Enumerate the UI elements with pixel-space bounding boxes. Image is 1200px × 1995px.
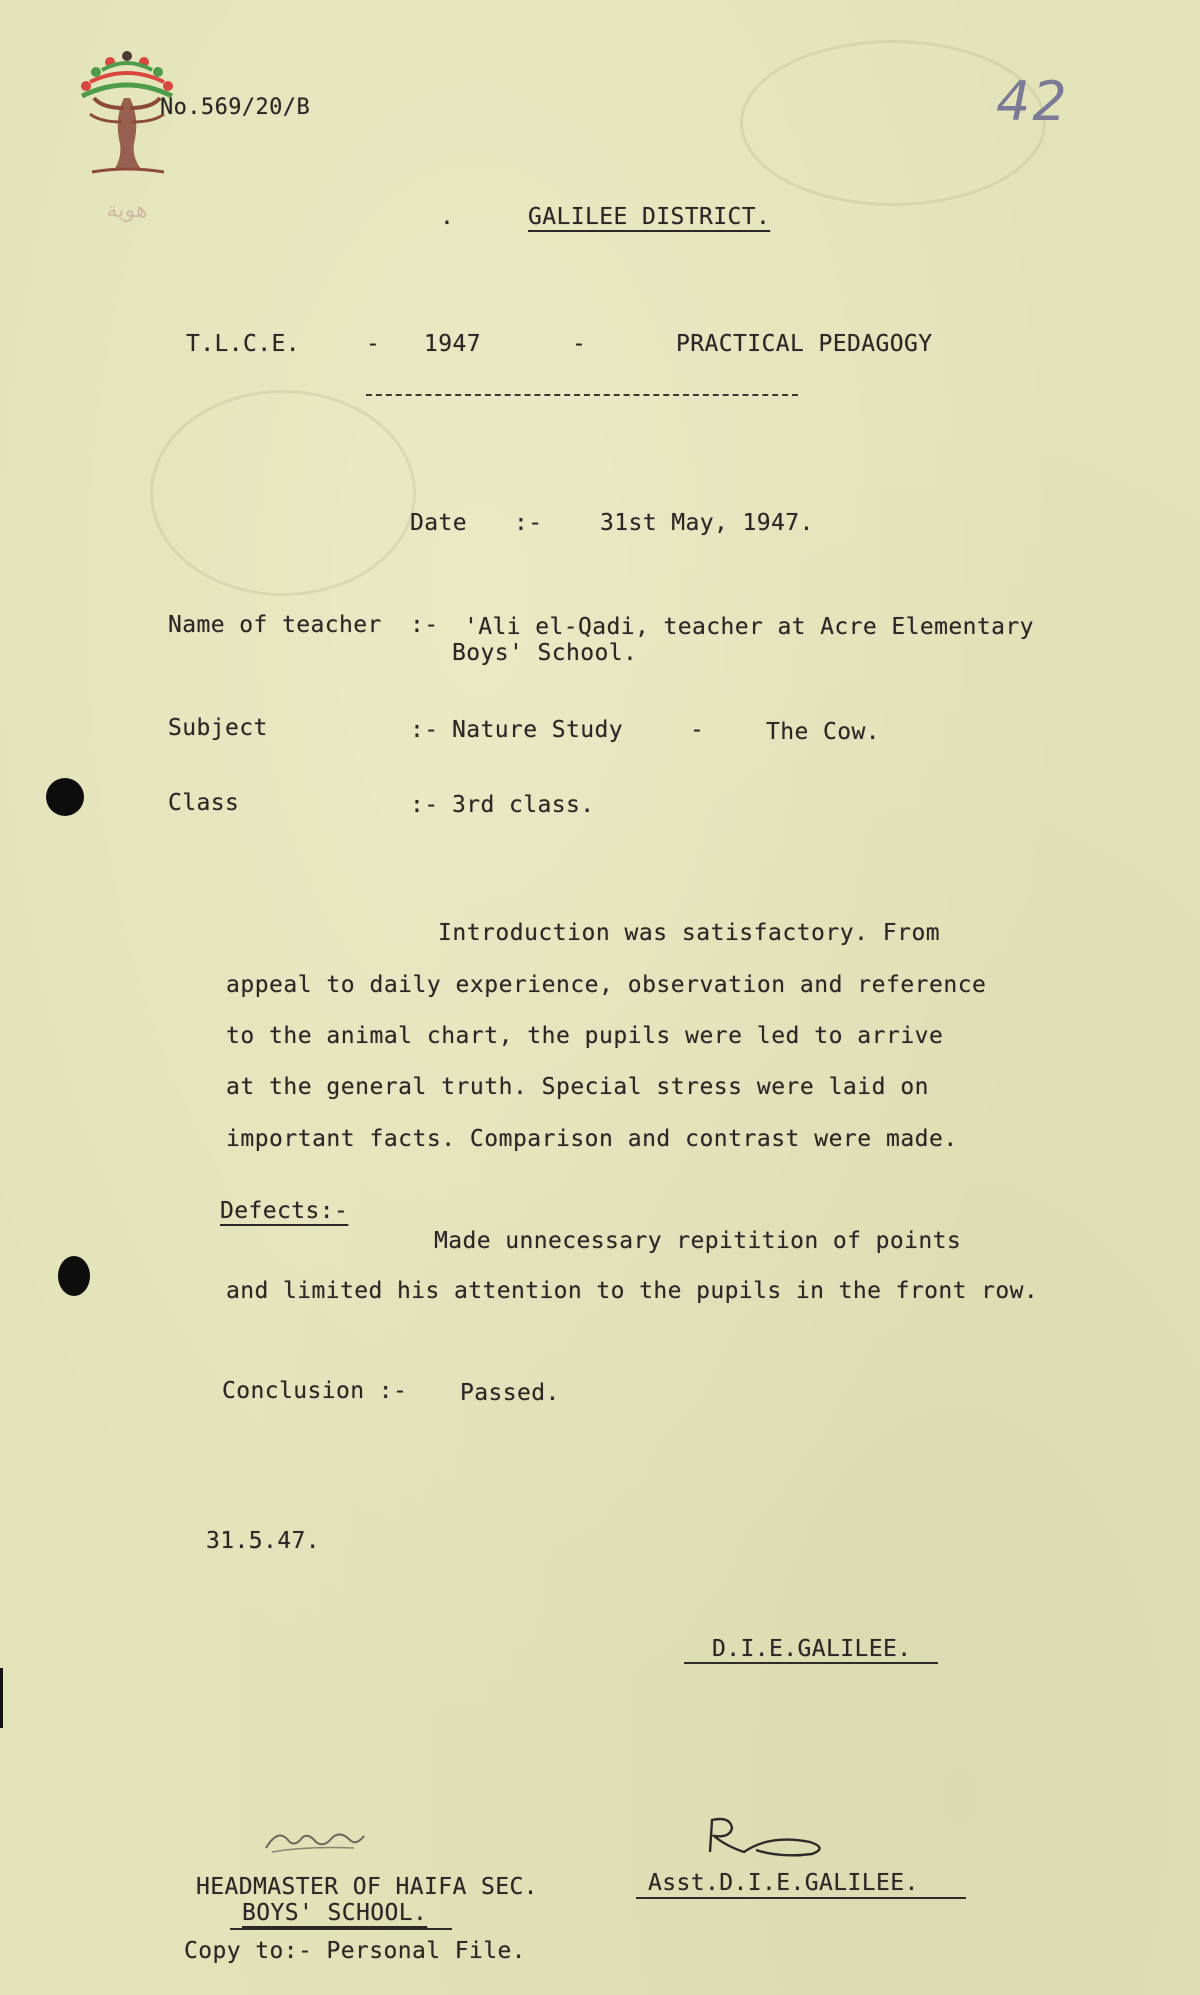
copy-to: Copy to:- Personal File. bbox=[184, 1938, 526, 1964]
reference-number: No.569/20/B bbox=[160, 95, 311, 120]
exam-year: 1947 bbox=[424, 331, 481, 357]
date-label: Date bbox=[410, 510, 467, 536]
subject-value: Nature Study bbox=[452, 717, 623, 743]
class-separator: :- bbox=[410, 792, 439, 818]
recipient-line: HEADMASTER OF HAIFA SEC. bbox=[196, 1874, 538, 1900]
defects-line: Made unnecessary repitition of points bbox=[434, 1228, 962, 1254]
district-heading: GALILEE DISTRICT. bbox=[528, 204, 771, 230]
punch-hole bbox=[58, 1256, 90, 1296]
edge-mark bbox=[0, 1668, 3, 1728]
defects-line: and limited his attention to the pupils in the front row. bbox=[226, 1278, 1039, 1304]
exam-name: T.L.C.E. bbox=[186, 331, 300, 357]
bullet-dot: . bbox=[440, 204, 455, 230]
archive-logo bbox=[72, 48, 182, 223]
class-label: Class bbox=[168, 790, 240, 816]
report-line: important facts. Comparison and contrast were made. bbox=[226, 1126, 958, 1152]
handwritten-signature bbox=[700, 1812, 850, 1862]
page-mark: 42 bbox=[996, 70, 1069, 133]
conclusion-value: Passed. bbox=[460, 1380, 560, 1406]
signature-line bbox=[684, 1662, 938, 1664]
exam-dash: - bbox=[366, 331, 381, 357]
report-line: at the general truth. Special stress were laid on bbox=[226, 1074, 930, 1100]
subject-topic: The Cow. bbox=[766, 719, 880, 745]
logo-arabic-text: هوية bbox=[106, 198, 148, 223]
dashed-rule bbox=[366, 394, 798, 396]
report-line: Introduction was satisfactory. From bbox=[438, 920, 941, 946]
punch-hole bbox=[46, 778, 84, 816]
assistant-signatory: Asst.D.I.E.GALILEE. bbox=[648, 1870, 919, 1896]
class-value: 3rd class. bbox=[452, 792, 595, 818]
teacher-value-continued: Boys' School. bbox=[452, 640, 638, 666]
teacher-value: 'Ali el-Qadi, teacher at Acre Elementary bbox=[464, 614, 1034, 640]
tree-logo-icon bbox=[72, 48, 182, 198]
signatory-main: D.I.E.GALILEE. bbox=[712, 1636, 912, 1662]
subject-dash: - bbox=[690, 717, 705, 743]
date-value: 31st May, 1947. bbox=[600, 510, 814, 536]
exam-dash: - bbox=[572, 331, 587, 357]
subject-label: Subject bbox=[168, 715, 268, 741]
report-line: appeal to daily experience, observation and reference bbox=[226, 972, 987, 998]
recipient-line: BOYS' SCHOOL. bbox=[242, 1900, 428, 1926]
exam-subject-area: PRACTICAL PEDAGOGY bbox=[676, 331, 933, 357]
report-line: to the animal chart, the pupils were led to arrive bbox=[226, 1023, 944, 1049]
teacher-separator: :- bbox=[410, 612, 439, 638]
faint-stamp bbox=[150, 390, 416, 596]
signed-date: 31.5.47. bbox=[206, 1528, 320, 1554]
conclusion-label: Conclusion :- bbox=[222, 1378, 408, 1404]
signature-line bbox=[230, 1928, 452, 1930]
defects-heading: Defects:- bbox=[220, 1198, 349, 1224]
teacher-label: Name of teacher bbox=[168, 612, 382, 638]
date-separator: :- bbox=[514, 510, 543, 536]
handwritten-initials bbox=[258, 1818, 378, 1858]
subject-separator: :- bbox=[410, 717, 439, 743]
signature-line bbox=[636, 1897, 966, 1899]
